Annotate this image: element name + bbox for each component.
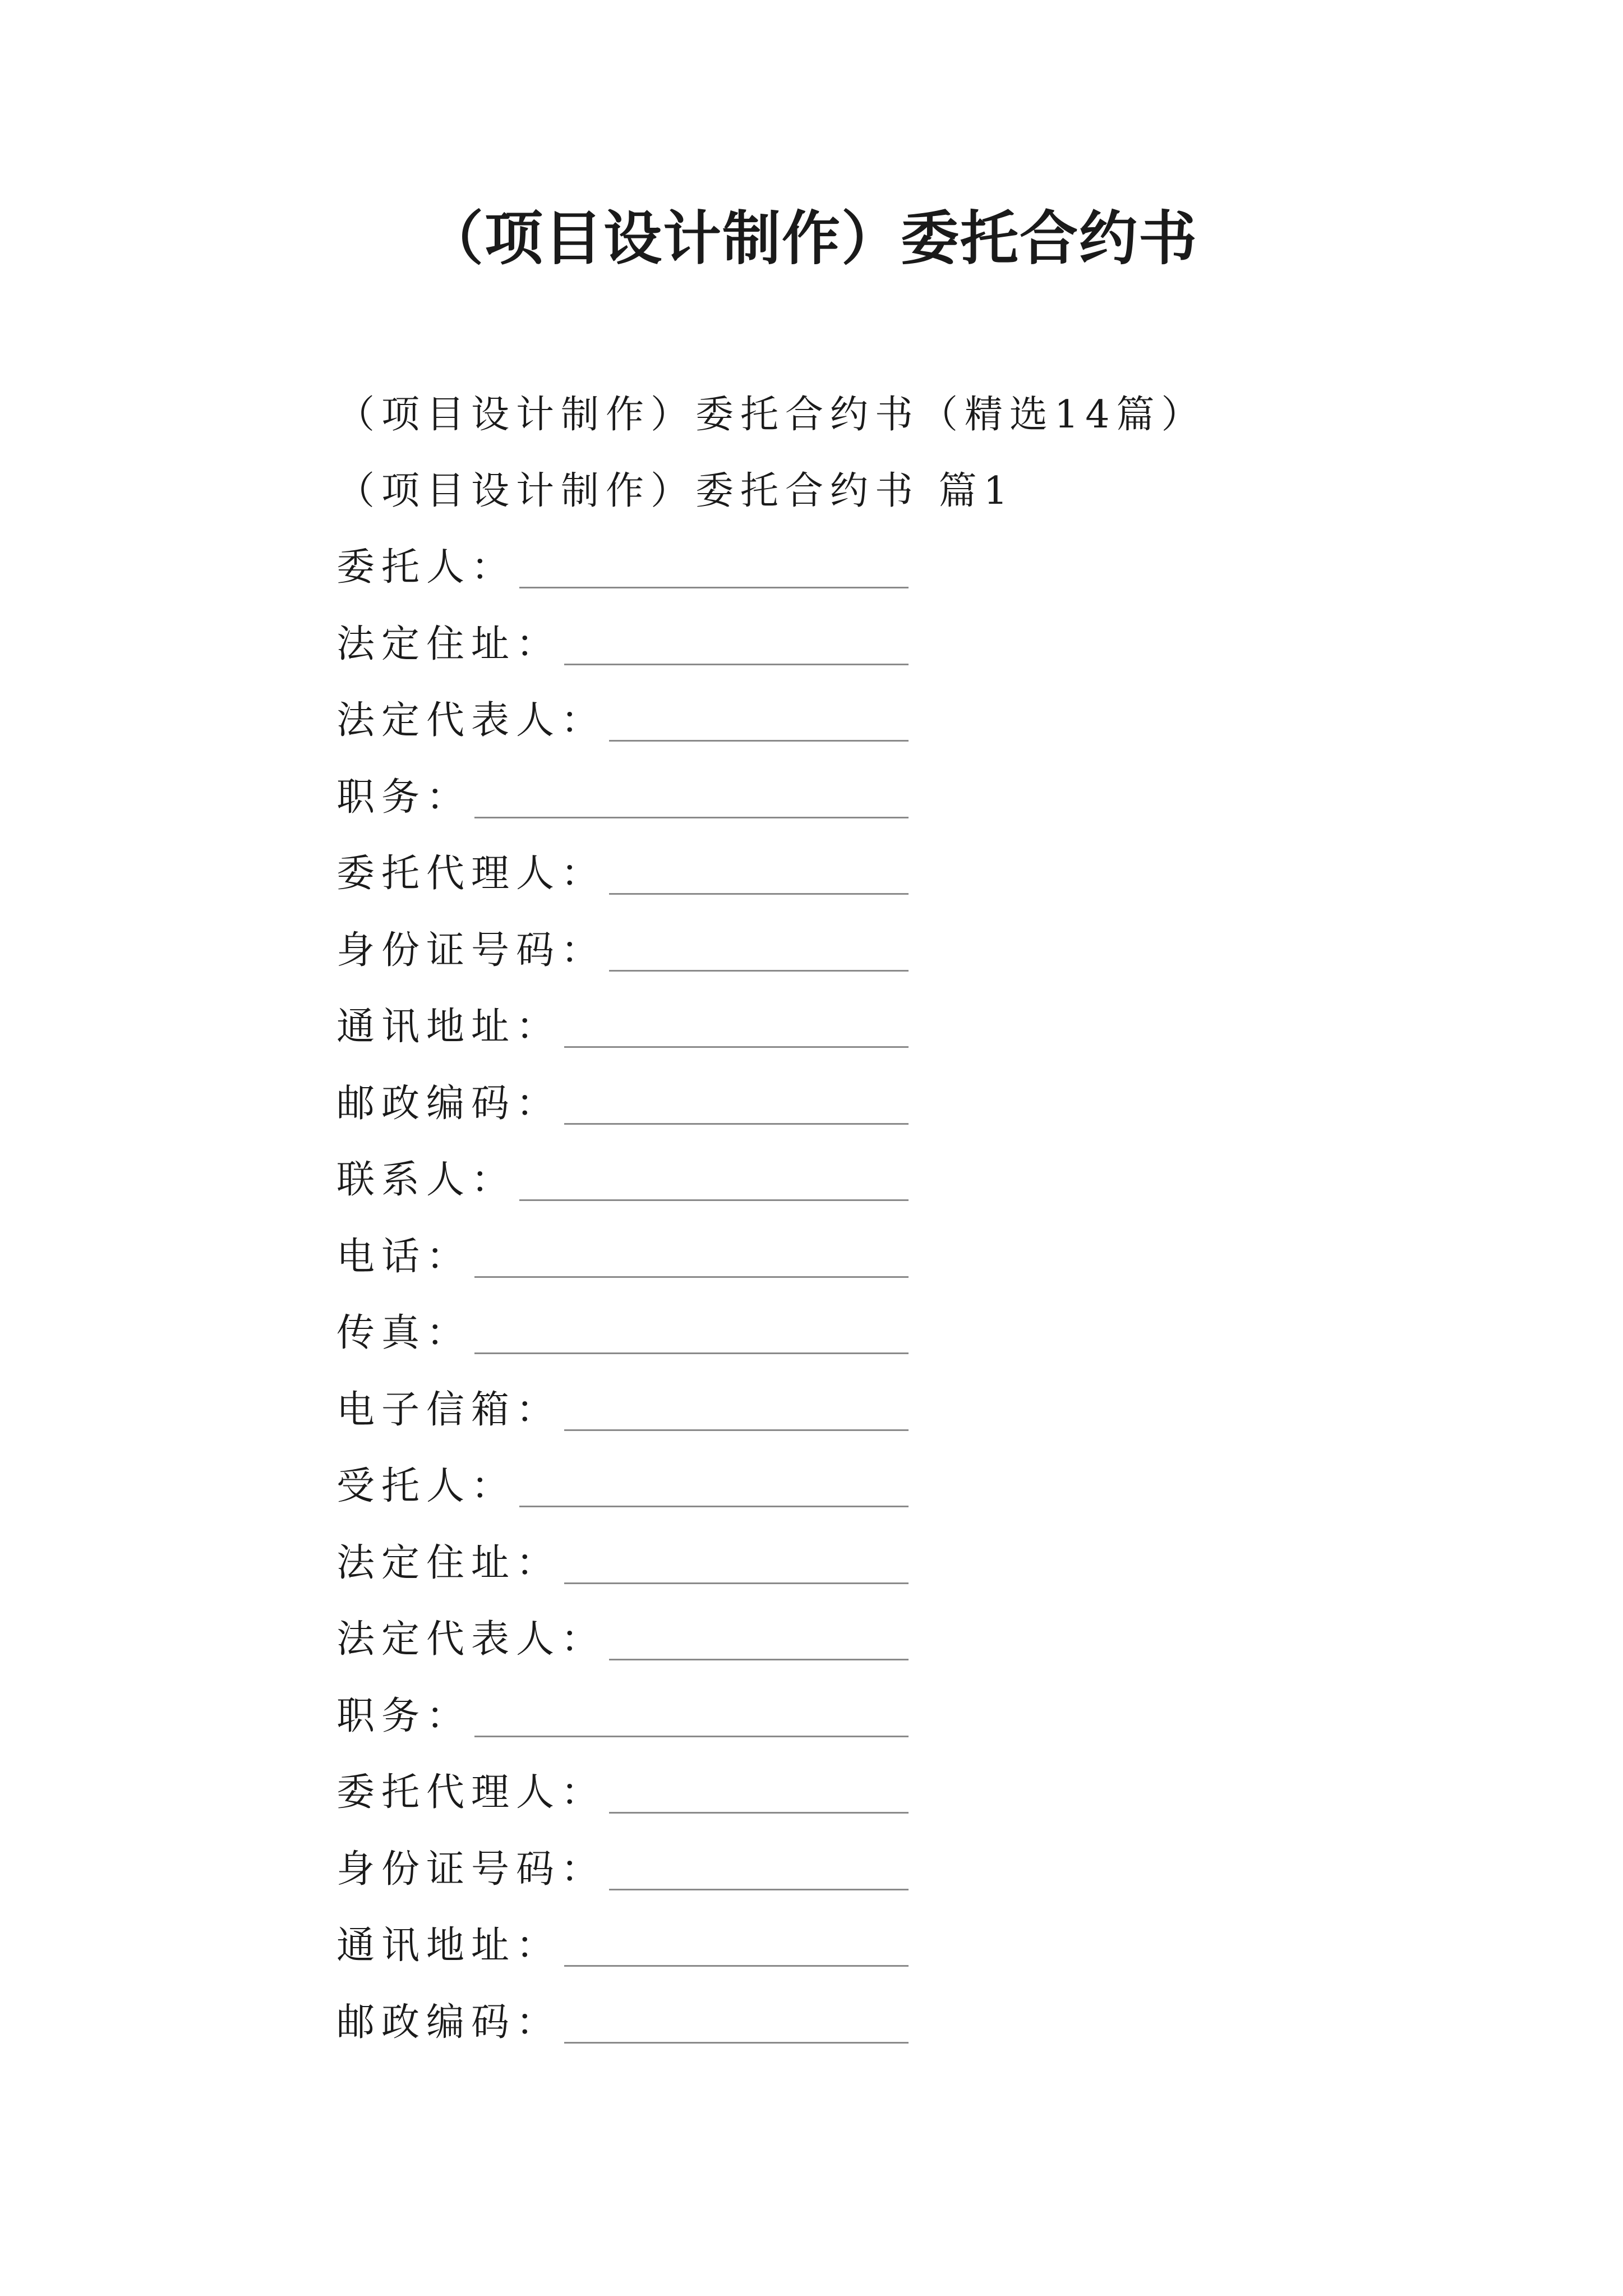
field-label: 邮政编码： — [336, 2000, 561, 2045]
field-label: 身份证号码： — [336, 1847, 606, 1892]
field-row — [336, 999, 909, 1055]
fill-in-blank-line[interactable] — [519, 1506, 909, 1507]
field-row — [336, 1458, 909, 1515]
field-label: 邮政编码： — [336, 1081, 561, 1126]
fill-in-blank-line[interactable] — [474, 1352, 909, 1354]
field-label: 委托代理人： — [336, 1770, 606, 1815]
fill-in-blank-line[interactable] — [474, 1736, 909, 1737]
field-label: 传真： — [336, 1311, 472, 1355]
field-label: 法定代表人： — [336, 1617, 606, 1662]
field-row — [336, 693, 909, 749]
fill-in-blank-line[interactable] — [609, 1659, 909, 1660]
fill-in-blank-line[interactable] — [564, 1429, 909, 1431]
field-row — [336, 1918, 909, 1974]
fill-in-blank-line[interactable] — [564, 2042, 909, 2044]
field-label: 法定住址： — [336, 622, 561, 666]
fill-in-blank-line[interactable] — [564, 1582, 909, 1584]
field-label: 法定住址： — [336, 1540, 561, 1585]
fill-in-blank-line[interactable] — [609, 1812, 909, 1814]
fill-in-blank-line[interactable] — [609, 970, 909, 972]
field-row — [336, 1765, 909, 1821]
field-row — [336, 1382, 909, 1438]
fill-in-blank-line[interactable] — [564, 1046, 909, 1048]
field-row — [336, 1535, 909, 1591]
fill-in-blank-line[interactable] — [609, 740, 909, 742]
field-label: 委托人： — [336, 545, 517, 590]
field-row — [336, 770, 909, 826]
page-title: （项目设计制作）委托合约书 — [425, 204, 1198, 273]
fill-in-blank-line[interactable] — [564, 1965, 909, 1967]
field-row — [336, 1152, 909, 1208]
field-row — [336, 923, 909, 979]
field-row — [336, 1842, 909, 1898]
field-label: 职务： — [336, 1694, 472, 1738]
field-label: 通讯地址： — [336, 1005, 561, 1049]
fill-in-blank-line[interactable] — [609, 1889, 909, 1890]
field-row — [336, 616, 909, 673]
field-label: 通讯地址： — [336, 1924, 561, 1968]
field-row — [336, 846, 909, 902]
fill-in-blank-line[interactable] — [519, 1199, 909, 1201]
field-label: 受托人： — [336, 1464, 517, 1508]
field-row — [336, 1305, 909, 1361]
field-label: 法定代表人： — [336, 698, 606, 743]
fill-in-blank-line[interactable] — [564, 664, 909, 665]
field-row — [336, 1995, 909, 2051]
field-row — [336, 1688, 909, 1745]
field-label: 联系人： — [336, 1158, 517, 1202]
fill-in-blank-line[interactable] — [564, 1123, 909, 1125]
field-row — [336, 540, 909, 596]
field-label: 电话： — [336, 1234, 472, 1279]
collection-heading: （项目设计制作）委托合约书（精选14篇） — [336, 393, 1206, 437]
fill-in-blank-line[interactable] — [519, 587, 909, 588]
fill-in-blank-line[interactable] — [609, 893, 909, 895]
field-row — [336, 1076, 909, 1132]
field-label: 职务： — [336, 775, 472, 820]
field-row — [336, 1612, 909, 1668]
fill-in-blank-line[interactable] — [474, 817, 909, 818]
field-row — [336, 1229, 909, 1285]
field-label: 身份证号码： — [336, 928, 606, 973]
part-heading: （项目设计制作）委托合约书 篇1 — [336, 469, 1015, 513]
field-label: 委托代理人： — [336, 852, 606, 896]
field-label: 电子信箱： — [336, 1387, 561, 1432]
fill-in-blank-line[interactable] — [474, 1276, 909, 1278]
